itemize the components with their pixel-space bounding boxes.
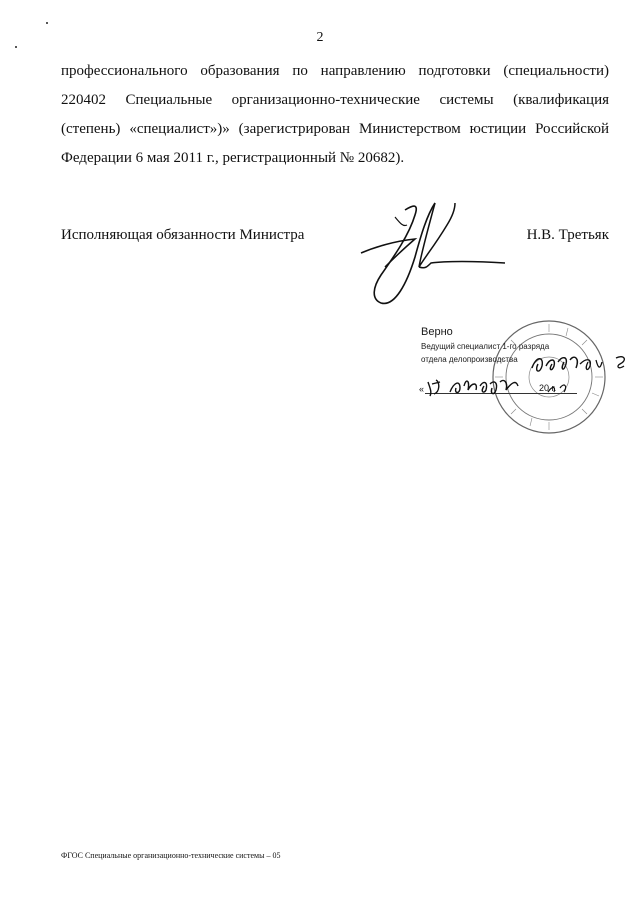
scan-speck [15, 46, 17, 48]
handwritten-certification-signature [420, 352, 635, 402]
signatory-name: Н.В. Третьяк [526, 227, 609, 243]
certification-date-quote: « [419, 384, 425, 394]
certification-position: Ведущий специалист 1-го разряда [421, 342, 550, 351]
certification-department: отдела делопроизводства [421, 355, 518, 364]
page-number: 2 [316, 30, 324, 45]
certification-verno: Верно [421, 326, 453, 338]
body-paragraph: профессионального образования по направлению подготовки (специальности) 220402 Специальные организационно-технические системы (квалификация (степень) «специалист»)» (зарегистрирован Министерством юстиции Российской Федерации 6 мая 2011 г., регистрационный № 20682). [61, 63, 609, 166]
minister-signature [355, 195, 515, 315]
footer-text: ФГОС Специальные организационно-технические системы – 05 [61, 851, 281, 860]
certification-year-suffix: 20 г. [539, 383, 557, 393]
signatory-title: Исполняющая обязанности Министра [61, 227, 305, 243]
scan-speck [46, 22, 48, 24]
